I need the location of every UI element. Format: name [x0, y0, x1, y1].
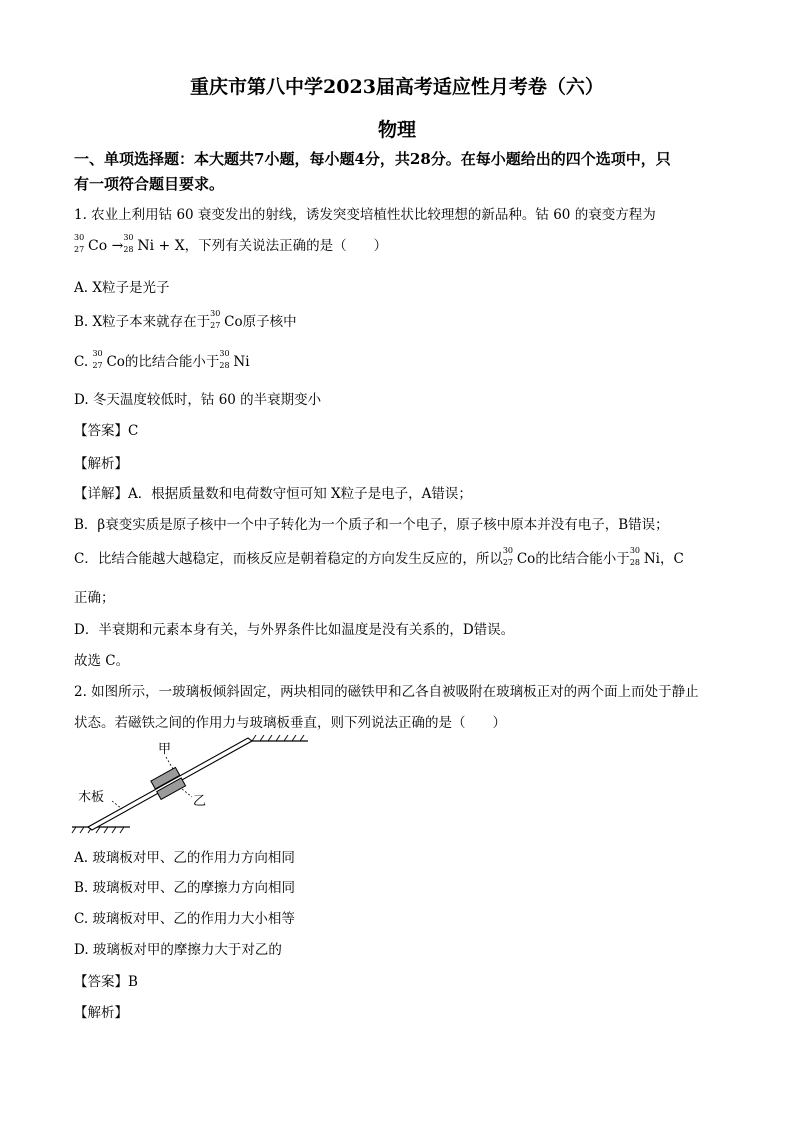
q2-analysis-label: 【解析】 — [74, 1005, 128, 1021]
q1-detail-b: B．β衰变实质是原子核中一个中子转化为一个质子和一个电子，原子核中原本并没有电子，B错误； — [74, 517, 669, 533]
subject-heading: 物理 — [377, 119, 416, 141]
cobalt-isotope-notation: 30 27 — [210, 309, 221, 330]
reaction-arrow: → — [111, 238, 124, 254]
nickel-isotope-notation: 30 28 — [629, 546, 640, 567]
cobalt-isotope-notation: 30 27 — [502, 546, 514, 567]
section-heading-line2: 有一项符合题目要求。 — [74, 175, 225, 193]
q1-answer: 【答案】C — [74, 423, 139, 439]
inclined-glass-board-figure — [70, 735, 310, 835]
q1-conclusion: 故选 C。 — [74, 653, 130, 669]
q1-detail-c: C．比结合能越大越稳定，而核反应是朝着稳定的方向发生反应的，所以 30 27 Co的比结合能小于 30 28 Ni，C — [74, 546, 684, 567]
section-heading-line1: 一、单项选择题：本大题共7小题，每小题4分，共28分。在每小题给出的四个选项中，只 — [74, 150, 671, 168]
q1-option-c: C. 30 27 Co的比结合能小于 30 28 Ni — [74, 349, 250, 370]
q1-option-a: A. X粒子是光子 — [74, 280, 170, 296]
q2-answer: 【答案】B — [74, 974, 138, 990]
cobalt-isotope-notation: 30 27 — [74, 233, 85, 254]
q1-stem-line2-tail: ，下列有关说法正确的是（ ） — [184, 238, 388, 254]
q1-detail-a: 【详解】A．根据质量数和电荷数守恒可知 X粒子是电子，A错误； — [74, 486, 472, 502]
q1-analysis-label: 【解析】 — [74, 456, 128, 472]
q1-detail-c-line2: 正确； — [74, 590, 115, 606]
q1-stem-line1: 1. 农业上利用钴 60 衰变发出的射线，诱发突变培植性状比较理想的新品种。钴 60 的衰变方程为 — [74, 207, 656, 223]
q2-stem-line1: 2. 如图所示，一玻璃板倾斜固定，两块相同的磁铁甲和乙各自被吸附在玻璃板正对的两个面上而处于静止 — [74, 684, 699, 700]
figure-label-yi: 乙 — [193, 794, 207, 809]
q1-option-d: D. 冬天温度较低时，钴 60 的半衰期变小 — [74, 392, 322, 408]
figure-label-jia: 甲 — [158, 742, 172, 757]
q1-detail-d: D．半衰期和元素本身有关，与外界条件比如温度是没有关系的，D错误。 — [74, 622, 515, 638]
q2-option-b: B. 玻璃板对甲、乙的摩擦力方向相同 — [74, 880, 296, 896]
figure-label-board: 木板 — [78, 790, 105, 805]
q2-stem-line2: 状态。若磁铁之间的作用力与玻璃板垂直，则下列说法正确的是（ ） — [74, 715, 506, 731]
page-title: 重庆市第八中学2023届高考适应性月考卷（六） — [190, 76, 604, 98]
nickel-isotope-notation: 30 28 — [123, 233, 134, 254]
q1-equation: 30 27 Co → 30 28 Ni + X，下列有关说法正确的是（ ） — [74, 233, 388, 254]
q2-option-d: D. 玻璃板对甲的摩擦力大于对乙的 — [74, 942, 282, 958]
q1-option-b: B. X粒子本来就存在于 30 27 Co原子核中 — [74, 309, 297, 330]
q2-option-a: A. 玻璃板对甲、乙的作用力方向相同 — [74, 850, 295, 866]
nickel-isotope-notation: 30 28 — [219, 349, 230, 370]
cobalt-isotope-notation: 30 27 — [92, 349, 103, 370]
q2-option-c: C. 玻璃板对甲、乙的作用力大小相等 — [74, 911, 295, 927]
